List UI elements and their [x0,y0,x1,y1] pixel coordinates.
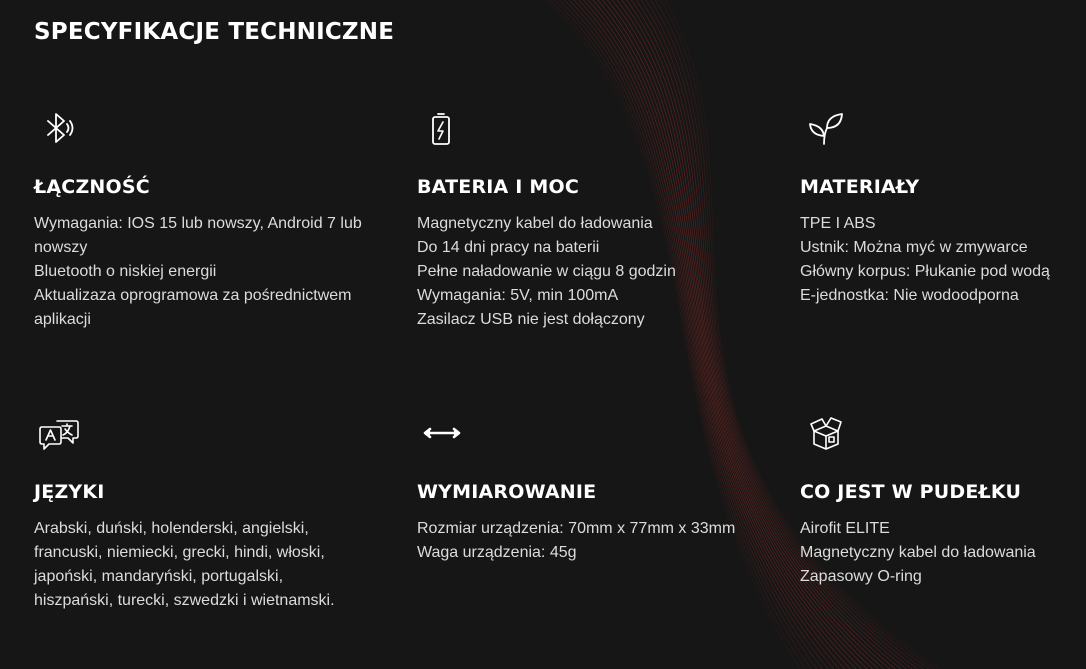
spec-item: Główny korpus: Płukanie pod wodą [800,263,1050,280]
bluetooth-icon [34,104,82,152]
spec-item: Do 14 dni pracy na baterii [417,239,600,256]
spec-item: Rozmiar urządzenia: 70mm x 77mm x 33mm [417,520,736,537]
section-title: ŁĄCZNOŚĆ [34,176,150,198]
spec-item: Pełne naładowanie w ciągu 8 godzin [417,263,676,280]
battery-charging-icon [417,104,465,152]
spec-item: Wymagania: IOS 15 lub nowszy, Android 7 lub nowszy [34,215,362,256]
spec-item: Bluetooth o niskiej energii [34,263,217,280]
wave-line [574,0,834,669]
spec-list [34,212,374,332]
wave-line [559,0,816,669]
wave-line [550,0,806,669]
spec-item: E-jednostka: Nie wodoodporna [800,287,1019,304]
spec-list [417,212,757,332]
spec-item: Zasilacz USB nie jest dołączony [417,311,645,328]
spec-list [34,517,364,613]
spec-item: Zapasowy O-ring [800,568,922,585]
spec-list [800,212,1080,308]
wave-line [545,0,800,669]
section-title: CO JEST W PUDEŁKU [800,481,1022,503]
wave-line [569,0,828,669]
leaf-sprout-icon [800,104,848,152]
spec-item: Wymagania: 5V, min 100mA [417,287,619,304]
spec-item: Aktualizaza oprogramowa za pośrednictwem aplikacji [34,287,352,328]
spec-item: Airofit ELITE [800,520,890,537]
spec-list [800,517,1080,589]
spec-item: Magnetyczny kabel do ładowania [800,544,1036,561]
spec-item: TPE I ABS [800,215,876,232]
section-title: WYMIAROWANIE [417,481,597,503]
spec-item: Ustnik: Można myć w zmywarce [800,239,1028,256]
spec-item: Waga urządzenia: 45g [417,544,577,561]
language-translate-icon [34,409,82,457]
page-title: SPECYFIKACJE TECHNICZNE [34,19,395,45]
spec-list [417,517,757,565]
wave-line [564,0,822,669]
wave-line [555,0,812,669]
spec-item: Arabski, duński, holenderski, angielski, francuski, niemiecki, grecki, hindi, włoski, japoński, mandaryński, portugalski, hiszpański, turecki, szwedzki i wietnamski. [34,520,335,609]
section-title: BATERIA I MOC [417,176,579,198]
section-title: MATERIAŁY [800,176,920,198]
section-title: JĘZYKI [34,481,105,503]
dimensions-arrow-icon [417,409,465,457]
open-box-icon [800,409,848,457]
spec-item: Magnetyczny kabel do ładowania [417,215,653,232]
